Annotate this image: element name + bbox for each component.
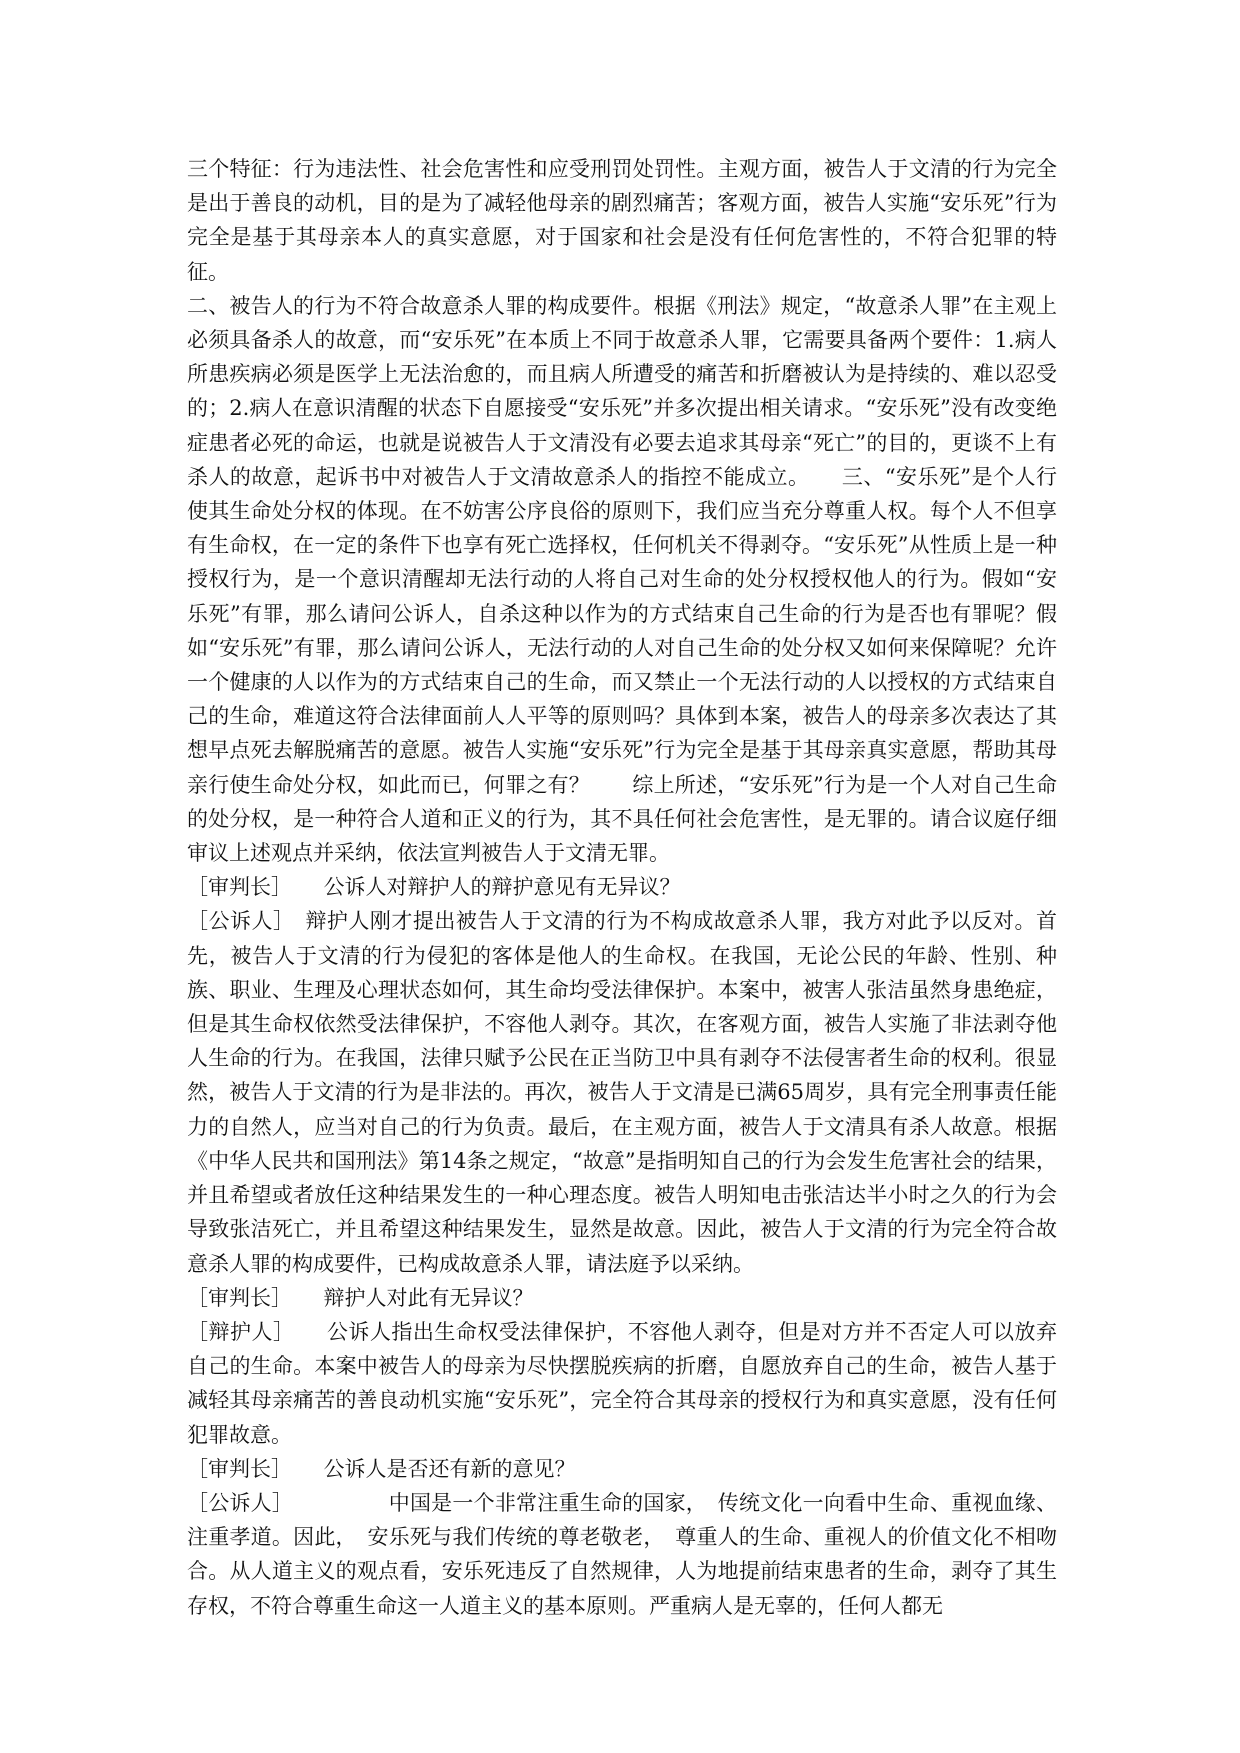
dialogue-line: [187, 1281, 1057, 1315]
dialogue-text: 公诉人对辩护人的辩护意见有无异议？: [323, 875, 681, 900]
paragraph-text: 三个特征：行为违法性、社会危害性和应受刑罚处罚性。主观方面，被告人于文清的行为完全是出于善良的动机，目的是为了减轻他母亲的剧烈痛苦；客观方面，被告人实施“安乐死”行为完全是基于其母亲本人的真实意愿，对于国家和社会是没有任何危害性的，不符合犯罪的特征。: [187, 157, 1057, 284]
speaker-gap: [284, 909, 306, 933]
dialogue-line: [187, 870, 1057, 904]
speaker-gap: [282, 1286, 324, 1310]
speaker-gap: [282, 875, 324, 899]
speaker-label: ［审判长］: [187, 875, 282, 900]
dialogue-line: [187, 1486, 1057, 1623]
body-paragraph: [187, 289, 1057, 870]
dialogue-line: [187, 1315, 1057, 1452]
speaker-gap: [282, 1457, 324, 1481]
speaker-label: ［辩护人］: [187, 1319, 284, 1344]
document-body: [187, 152, 1057, 1623]
dialogue-text: 中国是一个非常注重生命的国家， 传统文化一向看中生命、重视血缘、注重孝道。因此， 安乐死与我们传统的尊老敬老， 尊重人的生命、重视人的价值文化不相吻合。从人道主义的观点看，安乐死违反了自然规律，人为地提前结束患者的生命，剥夺了其生存权，不符合尊重生命这一人道主义的基本原则。严重病人是无辜的，任何人都无: [187, 1490, 1058, 1618]
speaker-label: ［审判长］: [187, 1285, 282, 1310]
body-paragraph: [187, 152, 1057, 289]
speaker-gap: [284, 1320, 327, 1344]
speaker-label: ［审判长］: [187, 1456, 282, 1481]
speaker-label: ［公诉人］: [187, 1490, 283, 1515]
speaker-gap: [283, 1491, 389, 1515]
speaker-label: ［公诉人］: [187, 909, 284, 934]
dialogue-text: 辩护人对此有无异议？: [323, 1285, 534, 1310]
paragraph-text: 二、被告人的行为不符合故意杀人罪的构成要件。根据《刑法》规定，“故意杀人罪”在主观上必须具备杀人的故意，而“安乐死”在本质上不同于故意杀人罪，它需要具备两个要件：1.病人所患疾病必须是医学上无法治愈的，而且病人所遭受的痛苦和折磨被认为是持续的、难以忍受的；2.病人在意识清醒的状态下自愿接受“安乐死”并多次提出相关请求。“安乐死”没有改变绝症患者必死的命运，也就是说被告人于文清没有必要去追求其母亲“死亡”的目的，更谈不上有杀人的故意，起诉书中对被告人于文清故意杀人的指控不能成立。 三、“安乐死”是个人行使其生命处分权的体现。在不妨害公序良俗的原则下，我们应当充分尊重人权。每个人不但享有生命权，在一定的条件下也享有死亡选择权，任何机关不得剥夺。“安乐死”从性质上是一种授权行为，是一个意识清醒却无法行动的人将自己对生命的处分权授权他人的行为。假如“安乐死”有罪，那么请问公诉人，自杀这种以作为的方式结束自己生命的行为是否也有罪呢？假如“安乐死”有罪，那么请问公诉人，无法行动的人对自己生命的处分权又如何来保障呢？允许一个健康的人以作为的方式结束自己的生命，而又禁止一个无法行动的人以授权的方式结束自己的生命，难道这符合法律面前人人平等的原则吗？具体到本案，被告人的母亲多次表达了其想早点死去解脱痛苦的意愿。被告人实施“安乐死”行为完全是基于其母亲真实意愿，帮助其母亲行使生命处分权，如此而已，何罪之有？ 综上所述，“安乐死”行为是一个人对自己生命的处分权，是一种符合人道和正义的行为，其不具任何社会危害性，是无罪的。请合议庭仔细审议上述观点并采纳，依法宣判被告人于文清无罪。: [187, 293, 1057, 866]
dialogue-line: [187, 904, 1057, 1280]
dialogue-text: 辩护人刚才提出被告人于文清的行为不构成故意杀人罪，我方对此予以反对。首先，被告人于文清的行为侵犯的客体是他人的生命权。在我国，无论公民的年龄、性别、种族、职业、生理及心理状态如何，其生命均受法律保护。本案中，被害人张洁虽然身患绝症，但是其生命权依然受法律保护，不容他人剥夺。其次，在客观方面，被告人实施了非法剥夺他人生命的行为。在我国，法律只赋予公民在正当防卫中具有剥夺不法侵害者生命的权利。很显然，被告人于文清的行为是非法的。再次，被告人于文清是已满65周岁，具有完全刑事责任能力的自然人，应当对自己的行为负责。最后，在主观方面，被告人于文清具有杀人故意。根据《中华人民共和国刑法》第14条之规定，“故意”是指明知自己的行为会发生危害社会的结果，并且希望或者放任这种结果发生的一种心理态度。被告人明知电击张洁达半小时之久的行为会导致张洁死亡，并且希望这种结果发生，显然是故意。因此，被告人于文清的行为完全符合故意杀人罪的构成要件，已构成故意杀人罪，请法庭予以采纳。: [187, 909, 1058, 1276]
dialogue-text: 公诉人指出生命权受法律保护，不容他人剥夺，但是对方并不否定人可以放弃自己的生命。本案中被告人的母亲为尽快摆脱疾病的折磨，自愿放弃自己的生命，被告人基于减轻其母亲痛苦的善良动机实施“安乐死”，完全符合其母亲的授权行为和真实意愿，没有任何犯罪故意。: [187, 1319, 1058, 1447]
dialogue-text: 公诉人是否还有新的意见？: [323, 1456, 576, 1481]
dialogue-line: [187, 1452, 1057, 1486]
